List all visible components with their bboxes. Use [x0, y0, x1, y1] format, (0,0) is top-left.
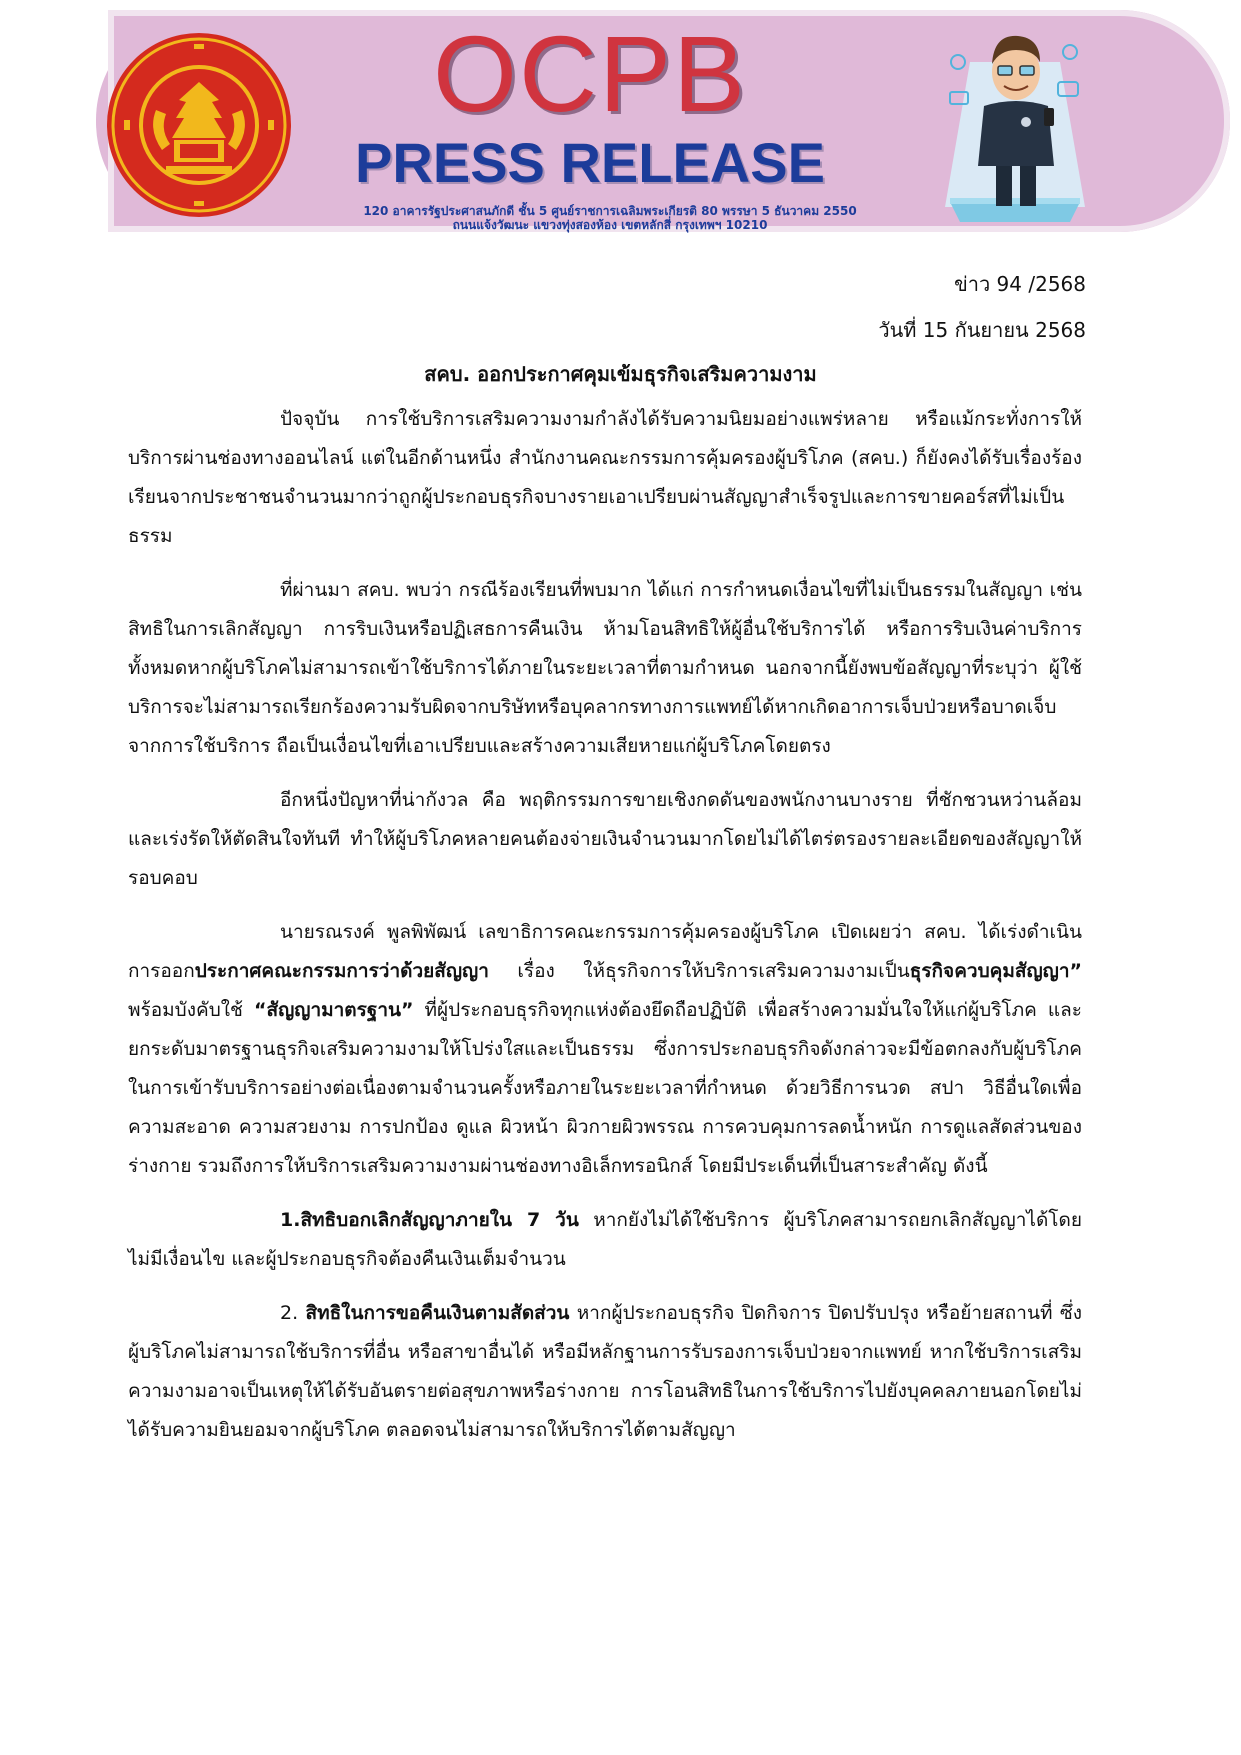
- p5-text: หากยังไม่ได้ใช้บริการ ผู้บริโภคสามารถยกเลิกสัญญาได้โดยไม่มีเงื่อนไข และผู้ประกอบธุรกิจต้องคืนเงินเต็มจำนวน: [128, 1209, 1082, 1270]
- banner-address: [300, 204, 920, 232]
- p4-text-e: พร้อมบังคับใช้: [128, 999, 254, 1021]
- ocpb-seal-icon: [104, 30, 294, 220]
- p5-bold-right: 1.สิทธิบอกเลิกสัญญาภายใน 7 วัน: [280, 1209, 579, 1231]
- p4-bold-standard: “สัญญามาตรฐาน”: [253, 999, 414, 1021]
- paragraph-3: อีกหนึ่งปัญหาที่น่ากังวล คือ พฤติกรรมการขายเชิงกดดันของพนักงานบางราย ที่ชักชวนหว่านล้อม และเร่งรัดให้ตัดสินใจทันที ทำให้ผู้บริโภคหลายคนต้องจ่ายเงินจำนวนมากโดยไม่ได้ไตร่ตรองรายละเอียดของสัญญาให้รอบคอบ: [128, 789, 1082, 889]
- p4-bold-controlled: ธุรกิจควบคุมสัญญา”: [909, 960, 1082, 982]
- paragraph-5: [128, 1201, 1082, 1279]
- headline: สคบ. ออกประกาศคุมเข้มธุรกิจเสริมความงาม: [424, 362, 817, 386]
- mascot-illustration-icon: [940, 22, 1090, 228]
- p6-number: 2.: [280, 1302, 306, 1324]
- banner-title: OCPB: [432, 13, 748, 134]
- address-line-1: 120 อาคารรัฐประศาสนภักดี ชั้น 5 ศูนย์ราชการเฉลิมพระเกียรติ 80 พรรษา 5 ธันวาคม 2550: [363, 204, 857, 218]
- p6-bold-right: สิทธิในการขอคืนเงินตามสัดส่วน: [305, 1302, 570, 1324]
- p4-bold-announcement: ประกาศคณะกรรมการว่าด้วยสัญญา: [194, 960, 489, 982]
- paragraph-2: ที่ผ่านมา สคบ. พบว่า กรณีร้องเรียนที่พบมาก ได้แก่ การกำหนดเงื่อนไขที่ไม่เป็นธรรมในสัญญา เช่น สิทธิในการเลิกสัญญา การริบเงินหรือปฏิเสธการคืนเงิน ห้ามโอนสิทธิให้ผู้อื่นใช้บริการได้ หรือการริบเงินค่าบริการทั้งหมดหากผู้บริโภคไม่สามารถเข้าใช้บริการได้ภายในระยะเวลาที่ตามกำหนด นอกจากนี้ยังพบข้อสัญญาที่ระบุว่า ผู้ใช้บริการจะไม่สามารถเรียกร้องความรับผิดจากบริษัทหรือบุคลากรทางการแพทย์ได้หากเกิดอาการเจ็บป่วยหรือบาดเจ็บจากการใช้บริการ ถือเป็นเงื่อนไขที่เอาเปรียบและสร้างความเสียหายแก่ผู้บริโภคโดยตรง: [128, 579, 1082, 757]
- p4-text-a: นายรณรงค์ พูลพิพัฒน์ เลขาธิการคณะกรรมการคุ้มครองผู้บริโภค เปิดเผยว่า สคบ. ได้เร่งดำเนินการออก: [128, 921, 1082, 982]
- p6-text: หากผู้ประกอบธุรกิจ ปิดกิจการ ปิดปรับปรุง หรือย้ายสถานที่ ซึ่งผู้บริโภคไม่สามารถใช้บริการที่อื่น หรือสาขาอื่นได้ หรือมีหลักฐานการรับรองการเจ็บป่วยจากแพทย์ หากใช้บริการเสริมความงามอาจเป็นเหตุให้ได้รับอันตรายต่อสุขภาพหรือร่างกาย การโอนสิทธิในการใช้บริการไปยังบุคคลภายนอกโดยไม่ได้รับความยินยอมจากผู้บริโภค ตลอดจนไม่สามารถให้บริการได้ตามสัญญา: [128, 1302, 1082, 1441]
- p4-text-g: ที่ผู้ประกอบธุรกิจทุกแห่งต้องยึดถือปฏิบัติ เพื่อสร้างความมั่นใจให้แก่ผู้บริโภค และยกระดับมาตรฐานธุรกิจเสริมความงามให้โปร่งใสและเป็นธรรม ซึ่งการประกอบธุรกิจดังกล่าวจะมีข้อตกลงกับผู้บริโภคในการเข้ารับบริการอย่างต่อเนื่องตามจำนวนครั้งหรือภายในระยะเวลาที่กำหนด ด้วยวิธีการนวด สปา วิธีอื่นใดเพื่อความสะอาด ความสวยงาม การปกป้อง ดูแล ผิวหน้า ผิวกายผิวพรรณ การควบคุมการลดน้ำหนัก การดูแลสัดส่วนของร่างกาย รวมถึงการให้บริการเสริมความงามผ่านช่องทางอิเล็กทรอนิกส์ โดยมีประเด็นที่เป็นสาระสำคัญ ดังนี้: [128, 999, 1082, 1177]
- paragraph-4: [128, 913, 1082, 1186]
- news-date: วันที่ 15 กันยายน 2568: [878, 318, 1086, 342]
- paragraph-6: [128, 1294, 1082, 1450]
- banner-subtitle: PRESS RELEASE: [355, 131, 825, 194]
- article-body: [128, 400, 1082, 1465]
- address-line-2: ถนนแจ้งวัฒนะ แขวงทุ่งสองห้อง เขตหลักสี่ กรุงเทพฯ 10210: [452, 218, 768, 232]
- paragraph-1: ปัจจุบัน การใช้บริการเสริมความงามกำลังได้รับความนิยมอย่างแพร่หลาย หรือแม้กระทั่งการให้บริการผ่านช่องทางออนไลน์ แต่ในอีกด้านหนึ่ง สำนักงานคณะกรรมการคุ้มครองผู้บริโภค (สคบ.) ก็ยังคงได้รับเรื่องร้องเรียนจากประชาชนจำนวนมากว่าถูกผู้ประกอบธุรกิจบางรายเอาเปรียบผ่านสัญญาสำเร็จรูปและการขายคอร์สที่ไม่เป็นธรรม: [128, 408, 1082, 547]
- news-number: ข่าว 94 /2568: [954, 272, 1086, 296]
- p4-text-c: เรื่อง ให้ธุรกิจการให้บริการเสริมความงามเป็น: [488, 960, 910, 982]
